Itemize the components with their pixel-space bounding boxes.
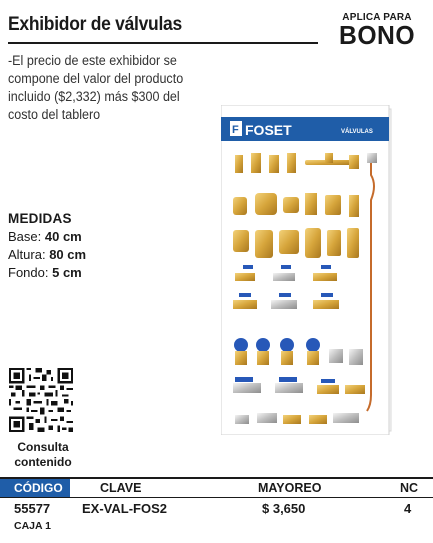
cell-codigo: 55577 [14,501,51,516]
measure-label: Fondo: [8,265,49,280]
bono-badge-bottom: BONO [339,20,415,50]
note-text: El precio de este exhibidor se compone del valor del producto incluido ($2,332) más $300 del costo del tablero [8,53,184,122]
qr-caption-line2: contenido [14,455,72,469]
measure-value: 5 cm [52,265,82,280]
caja-label: CAJA 1 [14,520,51,532]
qr-caption-line1: Consulta [17,440,69,454]
header-codigo: CÓDIGO [0,479,70,497]
board-brand: FOSET [245,122,292,138]
note-dash: - [8,53,13,68]
header-mayoreo: MAYOREO [258,481,322,495]
measure-label: Base: [8,229,42,244]
bono-badge [337,12,417,50]
measure-row-base [8,228,86,246]
page-title: Exhibidor de válvulas [8,14,182,35]
measures-heading: MEDIDAS [8,211,72,226]
cell-nc: 4 [404,501,412,516]
svg-text:F: F [232,124,239,136]
cell-mayoreo: $ 3,650 [262,501,306,516]
title-divider [8,42,318,44]
measure-label: Altura: [8,247,46,262]
bono-badge-top: APLICA PARA [342,12,412,23]
header-clave: CLAVE [100,481,142,495]
qr-code[interactable] [9,368,73,432]
measure-value: 40 cm [44,229,82,244]
cell-clave: EX-VAL-FOS2 [82,501,167,516]
board-subtitle: VÁLVULAS [341,129,373,135]
header-nc: NC [400,481,419,495]
price-note [8,52,213,124]
valve-display-board-image [221,105,395,435]
product-table [0,477,433,518]
table-row [0,498,433,518]
qr-caption [8,440,78,470]
table-header [0,477,433,498]
measures-block [8,210,86,282]
measure-row-altura [8,246,86,264]
measure-value: 80 cm [49,247,87,262]
measure-row-fondo [8,264,86,282]
